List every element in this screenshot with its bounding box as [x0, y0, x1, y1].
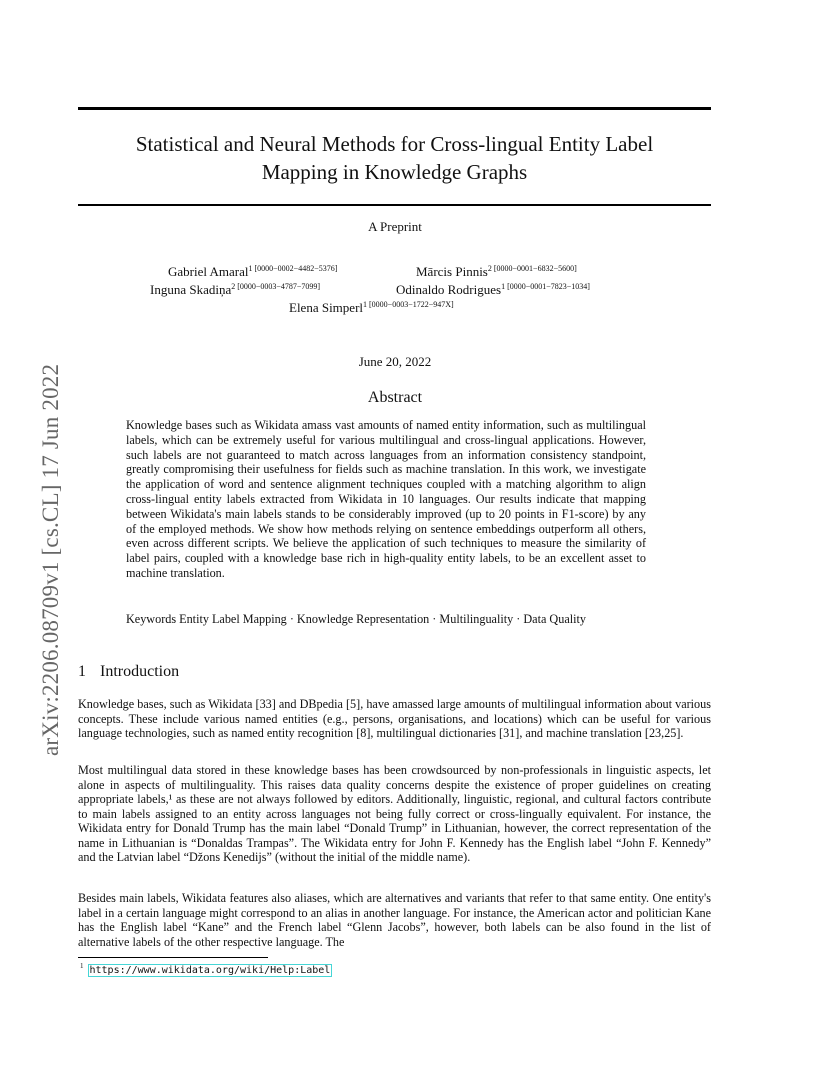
section-heading-introduction: [78, 663, 179, 681]
author-affiliation: 2 [0000−0001−6832−5600]: [487, 264, 577, 273]
author-name: Elena Simperl: [289, 300, 364, 315]
title-bottom-rule: [78, 204, 711, 206]
author-1: [168, 264, 337, 280]
footnote-link[interactable]: https://www.wikidata.org/wiki/Help:Label: [89, 965, 331, 976]
author-4: [396, 282, 590, 298]
section-title: Introduction: [100, 663, 180, 680]
author-5: [289, 300, 454, 316]
arxiv-identifier: arXiv:2206.08709v1 [cs.CL] 17 Jun 2022: [38, 363, 63, 756]
author-affiliation: 2 [0000−0003−4787−7099]: [231, 282, 321, 291]
title-line-1: Statistical and Neural Methods for Cross-lingual Entity Label: [135, 132, 654, 156]
abstract-text: Knowledge bases such as Wikidata amass vast amounts of named entity information, such as multilingual labels, which can be extremely useful for various multilingual and cross-lingual applications. However, such labels are not guaranteed to match across languages from an information consistency standpoint, greatly compromising their usefulness for fields such as machine translation. In this work, we investigate the application of word and sentence alignment techniques coupled with a matching algorithm to align cross-lingual entity labels extracted from Wikidata in 10 languages. Our results indicate that mapping between Wikidata's main labels stands to be considerably improved (up to 20 points in F1-score) by any of the employed methods. We show how methods relying on sentence embeddings outperform all others, even across different scripts. We believe the application of such techniques to measure the similarity of label pairs, coupled with a knowledge base rich in high-quality entity labels, to be an excellent asset to machine translation.: [126, 418, 646, 580]
section-number: 1: [78, 663, 86, 680]
intro-paragraph-3: Besides main labels, Wikidata features also aliases, which are alternatives and variants that refer to that same entity. One entity's label in a certain language might correspond to an alias in another language. For instance, the American actor and politician Kane has the English label “Kane” and the French label “Glenn Jacobs”, however, both labels can be also found in the list of alternative labels of the other respective language. The: [78, 891, 711, 949]
author-name: Gabriel Amaral: [168, 264, 249, 279]
author-affiliation: 1 [0000−0003−1722−947X]: [363, 300, 454, 309]
author-name: Inguna Skadiņa: [150, 282, 232, 297]
preprint-label: A Preprint: [368, 219, 422, 234]
footnote-rule: [78, 957, 268, 958]
publication-date: June 20, 2022: [358, 354, 432, 369]
intro-paragraph-2: Most multilingual data stored in these knowledge bases has been crowdsourced by non-professionals in linguistic aspects, let alone in aspects of multilinguality. This raises data quality concerns despite the existence of proper guidelines on creating appropriate labels,¹ as these are not always followed by editors. Additionally, linguistic, regional, and cultural factors contribute to main labels assigned to an entity across languages not being fully correct or cross-lingually equivalent. For instance, the Wikidata entry for Donald Trump has the main label “Donald Trump” in Lithuanian, however, the correct representation of the name in Lithuanian is “Donaldas Trampas”. The Wikidata entry for John F. Kennedy has the English label “John F. Kennedy” and the Latvian label “Džons Kenedijs” (without the initial of the middle name).: [78, 763, 711, 864]
author-affiliation: 1 [0000−0002−4482−5376]: [248, 264, 338, 273]
keywords: Keywords Entity Label Mapping · Knowledge Representation · Multilinguality · Data Quality: [126, 612, 586, 626]
paper-title: [78, 130, 711, 186]
author-2: [416, 264, 577, 280]
author-name: Mārcis Pinnis: [416, 264, 488, 279]
title-top-rule: [78, 107, 711, 110]
author-3: [150, 282, 320, 298]
abstract-heading: Abstract: [367, 389, 423, 406]
footnote-number: 1: [80, 962, 84, 970]
footnote: [80, 962, 332, 976]
intro-paragraph-1: Knowledge bases, such as Wikidata [33] and DBpedia [5], have amassed large amounts of multilingual information about various concepts. These include various named entities (e.g., persons, organisations, and locations) which can be useful for various language technologies, such as named entity recognition [8], multilingual dictionaries [31], and machine translation [23,25].: [78, 697, 711, 740]
author-affiliation: 1 [0000−0001−7823−1034]: [501, 282, 590, 291]
title-line-2: Mapping in Knowledge Graphs: [261, 160, 528, 184]
author-name: Odinaldo Rodrigues: [396, 282, 502, 297]
